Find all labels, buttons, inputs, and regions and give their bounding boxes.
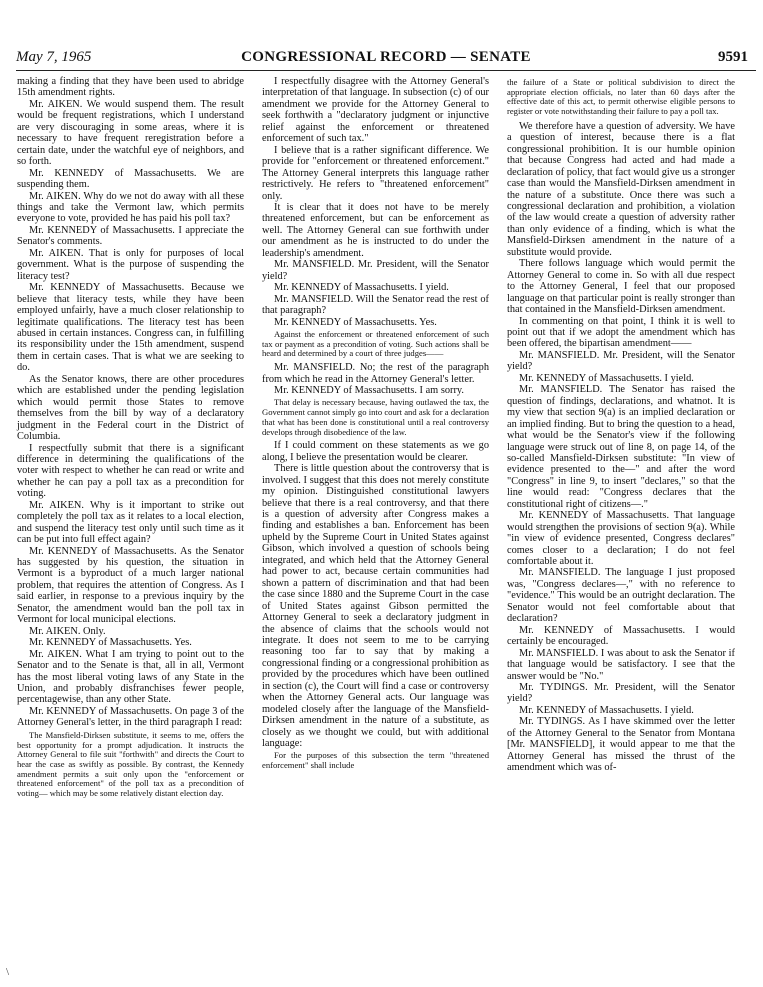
paragraph: Mr. TYDINGS. Mr. President, will the Senator yield?: [507, 682, 735, 705]
paragraph: Mr. MANSFIELD. Will the Senator read the rest of that paragraph?: [262, 293, 489, 317]
paragraph: Mr. KENNEDY of Massachusetts. As the Senator has suggested by his question, the situation in Vermont is a byproduct of a much larger national problem, that requires the attention of Congress. As I said earlier, in response to a previous inquiry by the Senator, the amendment would ban the poll tax in Vermont for local municipal elections.: [17, 545, 244, 626]
paragraph: Mr. MANSFIELD. Mr. President, will the Senator yield?: [262, 259, 489, 282]
quoted-passage: That delay is necessary because, having outlawed the tax, the Government cannot simply go into court and ask for a declaration that what has been done is constitutional until a real controversy develops through disobedience of the law.: [262, 397, 489, 437]
quoted-passage: For the purposes of this subsection the term "threatened enforcement" shall include: [262, 750, 489, 771]
paragraph: Mr. KENNEDY of Massachusetts. I appreciate the Senator's comments.: [17, 224, 244, 248]
paragraph: Mr. MANSFIELD. The Senator has raised the question of findings, declarations, and whatnot. It is my view that section 9(a) is an implied declaration or an implied finding. But to bring the question to a head, what would be the Senator's view if the following language were struck out of line 8, on page 14, of the so-called Mansfield-Dirksen substitute: "In view of evidence presented to the—" and after the word "Congress" in line 9, to insert "declares," so that the line would read: "Congress declares that the constitutional right of citizens—.": [507, 384, 735, 510]
text-column-middle: [262, 76, 489, 774]
paragraph: Mr. KENNEDY of Massachusetts. I would certainly be encouraged.: [507, 624, 735, 648]
header-rule: [16, 70, 756, 71]
paragraph: Mr. KENNEDY of Massachusetts. I yield.: [519, 372, 694, 384]
issue-date: May 7, 1965: [16, 49, 92, 65]
paragraph: Mr. AIKEN. We would suspend them. The result would be frequent registrations, which I understand are very discouraging in some areas, where it is necessary to have frequent reregistration before a certain date, under the watchful eye of neighbors, and so forth.: [17, 98, 244, 168]
paragraph: Mr. KENNEDY of Massachusetts. On page 3 of the Attorney General's letter, in the third paragraph I read:: [17, 705, 244, 729]
paragraph: I respectfully submit that there is a significant difference in determining the qualifications of the voter with respect to whether he can read or write and whether he can pay a poll tax as a precondition for voting.: [17, 442, 244, 500]
quoted-passage: The Mansfield-Dirksen substitute, it seems to me, offers the best opportunity for a prompt adjudication. It instructs the Attorney General to file suit "forthwith" and directs the Court to hear the case as swiftly as possible. By contrast, the Kennedy amendment permits a suit only upon the "enforcement or threatened enforcement" of the poll tax as a precondition of voting— which may be some relatively distant election day.: [17, 729, 244, 799]
paragraph: Mr. AIKEN. Why do we not do away with all these things and take the Vermont law, which permits everyone to vote, provided he has paid his poll tax?: [17, 190, 244, 225]
paragraph: In commenting on that point, I think it is well to point out that if we adopt the amendment which has been offered, the bipartisan amendment——: [507, 315, 735, 350]
text-column-right: [507, 76, 735, 774]
paragraph: Mr. KENNEDY of Massachusetts. Yes.: [274, 316, 437, 328]
paragraph: Mr. AIKEN. That is only for purposes of local government. What is the purpose of suspending the literacy test?: [17, 247, 244, 282]
page-number: 9591: [718, 49, 748, 65]
paragraph: There follows language which would permit the Attorney General to come in. So with all due respect to the Attorney General, I feel that our proposed language on that particular point is really stronger than that contained in the Mansfield-Dirksen amendment.: [507, 258, 735, 316]
paragraph: Mr. KENNEDY of Massachusetts. That language would strengthen the provisions of section 9(a). While "in view of evidence presented, Congress declares" comes closer to a declaration; I do not feel comfortable about it.: [507, 510, 735, 568]
paragraph: I respectfully disagree with the Attorney General's interpretation of that language. In subsection (c) of our amendment we provide for the Attorney General to seek forthwith a "declaratory judgment or injunctive relief against the enforcement or threatened enforcement of such tax.": [262, 76, 489, 145]
paragraph: If I could comment on these statements as we go along, I believe the presentation would be clearer.: [262, 440, 489, 463]
quoted-passage: Against the enforcement or threatened enforcement of such tax or payment as a precondition of voting. Such actions shall be heard and determined by a court of three judges——: [262, 328, 489, 359]
paragraph: We therefore have a question of adversity. We have a question of interest, because there is a flat congressional prohibition. It is our humble opinion that because Congress had acted and had made a declaration of policy, that fact would give us a stronger case than would the Mansfield-Dirksen amendment in the nature of a substitute. Once there was such a congressional declaration and prohibition, a violation of the law would create a question of adversity rather than only evidence of a finding, which is what the Mansfield-Dirksen amendment in the nature of a substitute would provide.: [507, 120, 735, 258]
paragraph: Mr. MANSFIELD. Mr. President, will the Senator yield?: [507, 349, 735, 373]
paragraph: Mr. KENNEDY of Massachusetts. We are suspending them.: [17, 167, 244, 191]
paragraph: Mr. TYDINGS. As I have skimmed over the letter of the Attorney General to the Senator from Montana [Mr. MANSFIELD], it would appear to me that the Attorney General has missed the thrust of the amendment which was of-: [507, 716, 735, 774]
quoted-passage: the failure of a State or political subdivision to direct the appropriate election officials, no later than 60 days after the effective date of this act, to permit otherwise eligible persons to register or vote notwithstanding their failure to pay a poll tax.: [507, 77, 735, 117]
paragraph: Mr. MANSFIELD. No; the rest of the paragraph from which he read in the Attorney General's letter.: [262, 362, 489, 385]
paragraph: As the Senator knows, there are other procedures which are established under the pending legislation which would permit those States to remove themselves from the bill by way of a declaratory judgment in the Federal court in the District of Columbia.: [17, 373, 244, 443]
paragraph: Mr. KENNEDY of Massachusetts. I am sorry.: [274, 384, 464, 396]
paragraph: Mr. MANSFIELD. I was about to ask the Senator if that language would be satisfactory. I see that the answer would be "No.": [507, 647, 735, 682]
paragraph: Mr. KENNEDY of Massachusetts. I yield.: [274, 282, 449, 294]
paragraph: Mr. AIKEN. Why is it important to strike out completely the poll tax as it relates to a local election, and suspend the literacy test only until such time as it can be put into full effect again?: [17, 499, 244, 546]
paragraph: It is clear that it does not have to be merely threatened enforcement, but can be enforcement as well. The Attorney General can sue forthwith under our amendment as he is instructed to do under the leadership's amendment.: [262, 201, 489, 259]
paragraph: Mr. KENNEDY of Massachusetts. I yield.: [519, 704, 694, 716]
paragraph: Mr. KENNEDY of Massachusetts. Yes.: [29, 637, 192, 649]
paragraph: Mr. AIKEN. Only.: [29, 625, 106, 637]
paragraph: making a finding that they have been used to abridge 15th amendment rights.: [17, 76, 244, 99]
scan-mark: \: [6, 966, 10, 978]
page-header: [16, 49, 756, 71]
paragraph: Mr. KENNEDY of Massachusetts. Because we believe that literacy tests, while they have been employed unfairly, have a much closer relationship to legitimate qualifications. The literacy test has been abused in certain instances. Congress can, in fulfilling its responsibility under the 15th amendment, suspend them in certain cases. That is what we are seeking to do.: [17, 282, 244, 374]
publication-title: CONGRESSIONAL RECORD — SENATE: [241, 49, 531, 65]
paragraph: I believe that is a rather significant difference. We provide for "enforcement or threatened enforcement." The Attorney General interprets this language rather restrictively. He refers to "threatened enforcement" only.: [262, 144, 489, 202]
paragraph: Mr. AIKEN. What I am trying to point out to the Senator and to the Senate is that, all in all, Vermont has the most liberal voting laws of any State in the Union, and probably disfranchises fewer people, percentagewise, than any other State.: [17, 648, 244, 706]
paragraph: Mr. MANSFIELD. The language I just proposed was, "Congress declares—," with no reference to "evidence." This would be an outright declaration. The Senator would not feel comfortable about that declaration?: [507, 567, 735, 625]
text-column-left: [17, 76, 244, 802]
paragraph: There is little question about the controversy that is involved. I suggest that this does not merely constitute my opinion. Distinguished constitutional lawyers believe that there is a real controversy, and that there is a question of adversity after Congress makes a finding and establishes a ban. Enforcement has been upheld by the Supreme Court in United States against Gibson, which involved a question of schools being integrated, and which held that the Attorney General had power to act, because certain communities had shown a pattern of discrimination and that had been the case since 1880 and the Supreme Court in the case of United States against Gibson permitted the Attorney General to seek a declaratory judgment in the absence of claims that the schools would not integrate. It does not seem to me to be carrying reasoning too far to say that by making a congressional finding or a congressional prohibition as provided by the procedures which have been outlined in section (c), the Court will find a case or controversy when the Attorney General acts. Our language was modeled closely after the language of the Mansfield-Dirksen amendment in the nature of a substitute, as closely as we thought we could, but with additional language:: [262, 463, 489, 750]
